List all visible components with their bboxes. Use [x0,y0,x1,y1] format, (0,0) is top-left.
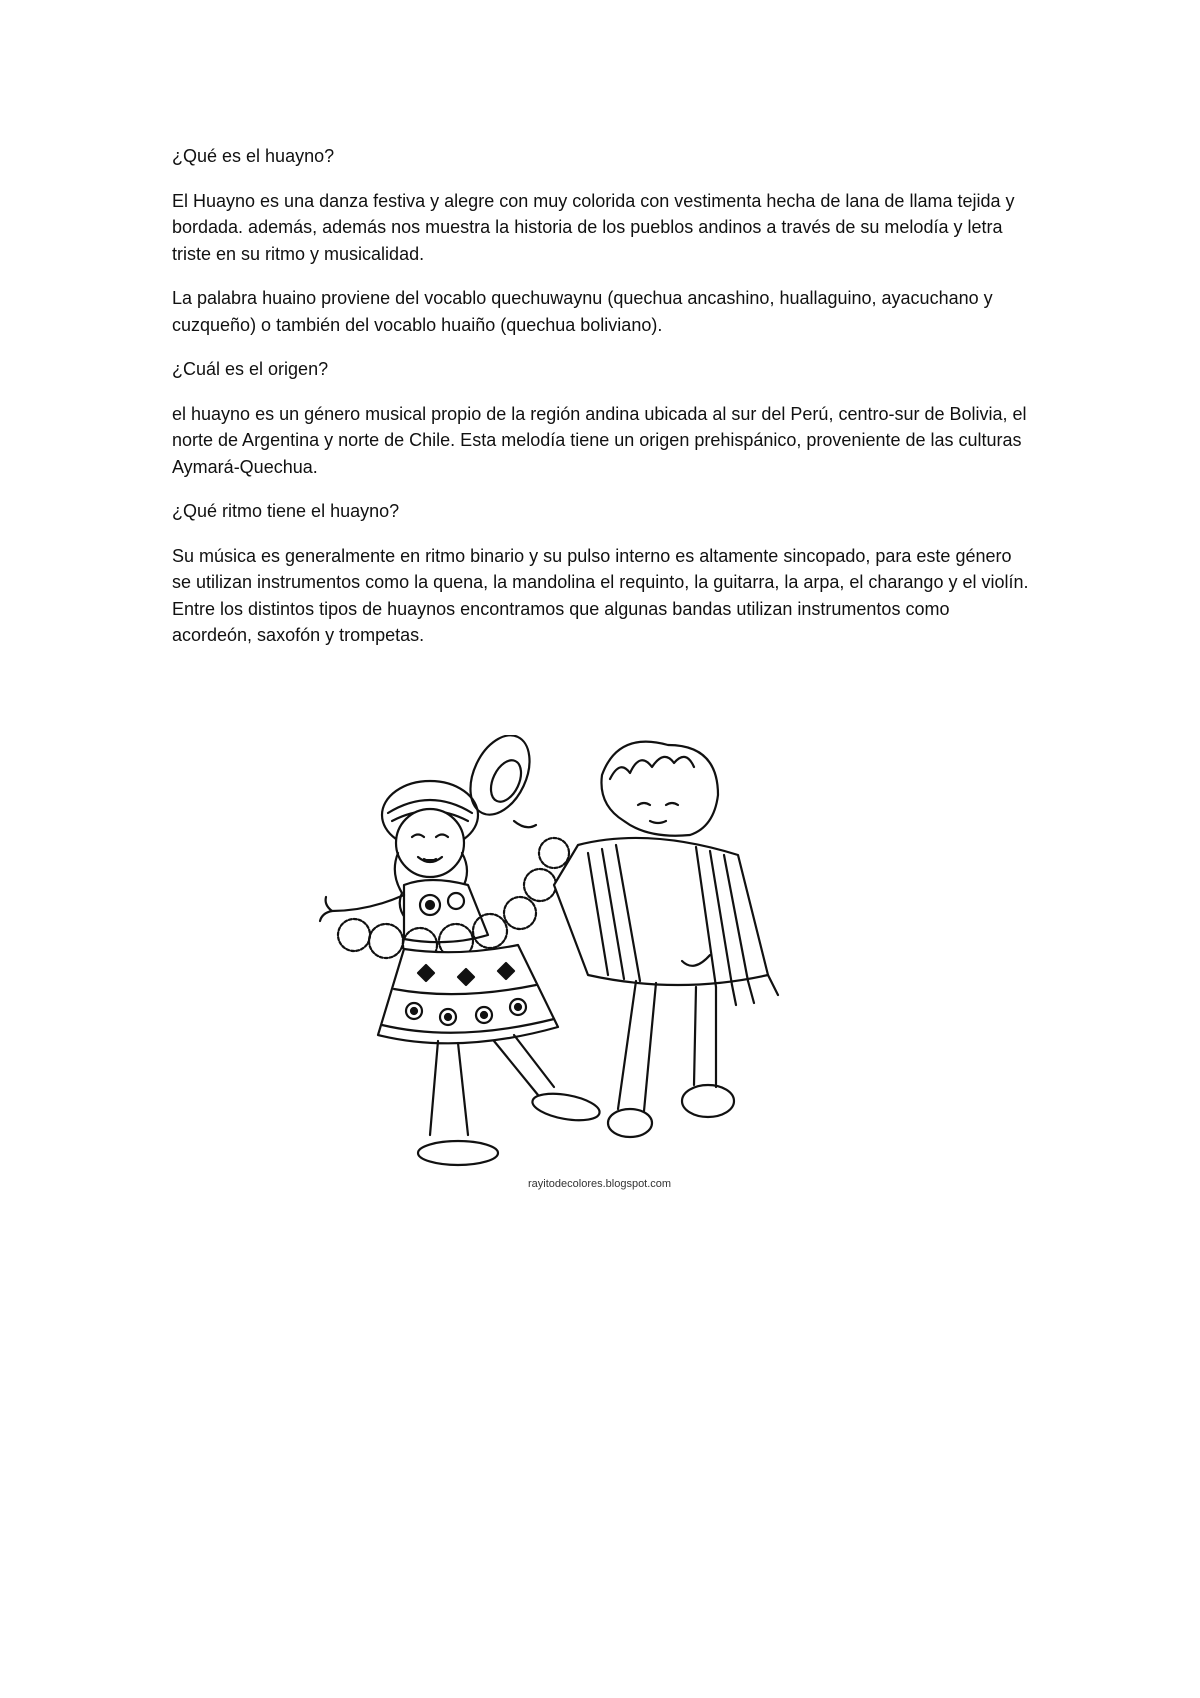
paragraph-origin: el huayno es un género musical propio de la región andina ubicada al sur del Perú, centro-sur de Bolivia, el norte de Argentina y norte de Chile. Esta melodía tiene un origen prehispánico, proveniente de las culturas Aymará-Quechua. [172,403,1027,477]
watermark-text: rayitodecolores.blogspot.com [528,1178,672,1190]
document-body [172,143,1032,667]
heading-origin: ¿Cuál es el origen? [172,359,329,379]
paragraph-description: El Huayno es una danza festiva y alegre con muy colorida con vestimenta hecha de lana de llama tejida y bordada. además, además nos muestra la historia de los pueblos andinos a través de su melodía y letra triste en su ritmo y musicalidad. [172,190,1015,264]
dancing-children-illustration [318,735,818,1275]
boy-sandal-icon [682,1085,734,1117]
paragraph-etymology: La palabra huaino proviene del vocablo quechuwaynu (quechua ancashino, huallaguino, ayacuchano y cuzqueño) o también del vocablo huaiño (quechua boliviano). [172,288,993,335]
heading-rhythm: ¿Qué ritmo tiene el huayno? [172,501,400,521]
girl-sandal-icon [530,1089,601,1124]
boy-sandal-icon [608,1109,652,1137]
boy-poncho [554,838,768,985]
boy-head [601,742,718,836]
paragraph-rhythm: Su música es generalmente en ritmo binario y su pulso interno es altamente sincopado, para este género se utilizan instrumentos como la quena, la mandolina el requinto, la guitarra, la arpa, el charango y el violín. Entre los distintos tipos de huaynos encontramos que algunas bandas utilizan instrumentos como acordeón, saxofón y trompetas. [172,545,1029,645]
heading-what-is-huayno: ¿Qué es el huayno? [172,146,335,166]
girl-blouse [404,880,488,942]
girl-face [396,809,464,877]
raised-hat-icon [459,735,542,824]
girl-sandal-icon [418,1141,498,1165]
